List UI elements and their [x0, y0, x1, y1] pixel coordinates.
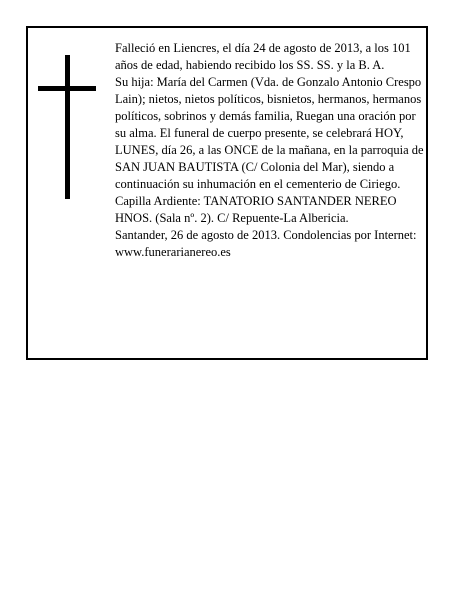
notice-paragraph-date-and-condolences: Santander, 26 de agosto de 2013. Condolencias por Internet: www.funerarianereo.es	[115, 228, 417, 259]
cross-horizontal-bar	[38, 86, 96, 91]
notice-paragraph-family-and-funeral: Su hija: María del Carmen (Vda. de Gonzalo Antonio Crespo Lain); nietos, nietos políticos, bisnietos, hermanos, hermanos políticos, sobrinos y demás familia, Ruegan una oración por su alma. El funeral de cuerpo presente, se celebrará HOY, LUNES, día 26, a las ONCE de la mañana, en la parroquia de SAN JUAN BAUTISTA (C/ Colonia del Mar), siendo a continuación su inhumación en el cementerio de Ciriego. Capilla Ardiente: TANATORIO SANTANDER NEREO HNOS. (Sala nº. 2). C/ Repuente-La Albericia.	[115, 75, 424, 225]
notice-text	[115, 40, 427, 261]
cross-icon	[38, 55, 96, 199]
cross-vertical-bar	[65, 55, 70, 199]
obituary-notice	[26, 26, 428, 360]
notice-paragraph-death: Falleció en Liencres, el día 24 de agosto de 2013, a los 101 años de edad, habiendo recibido los SS. SS. y la B. A.	[115, 41, 411, 72]
